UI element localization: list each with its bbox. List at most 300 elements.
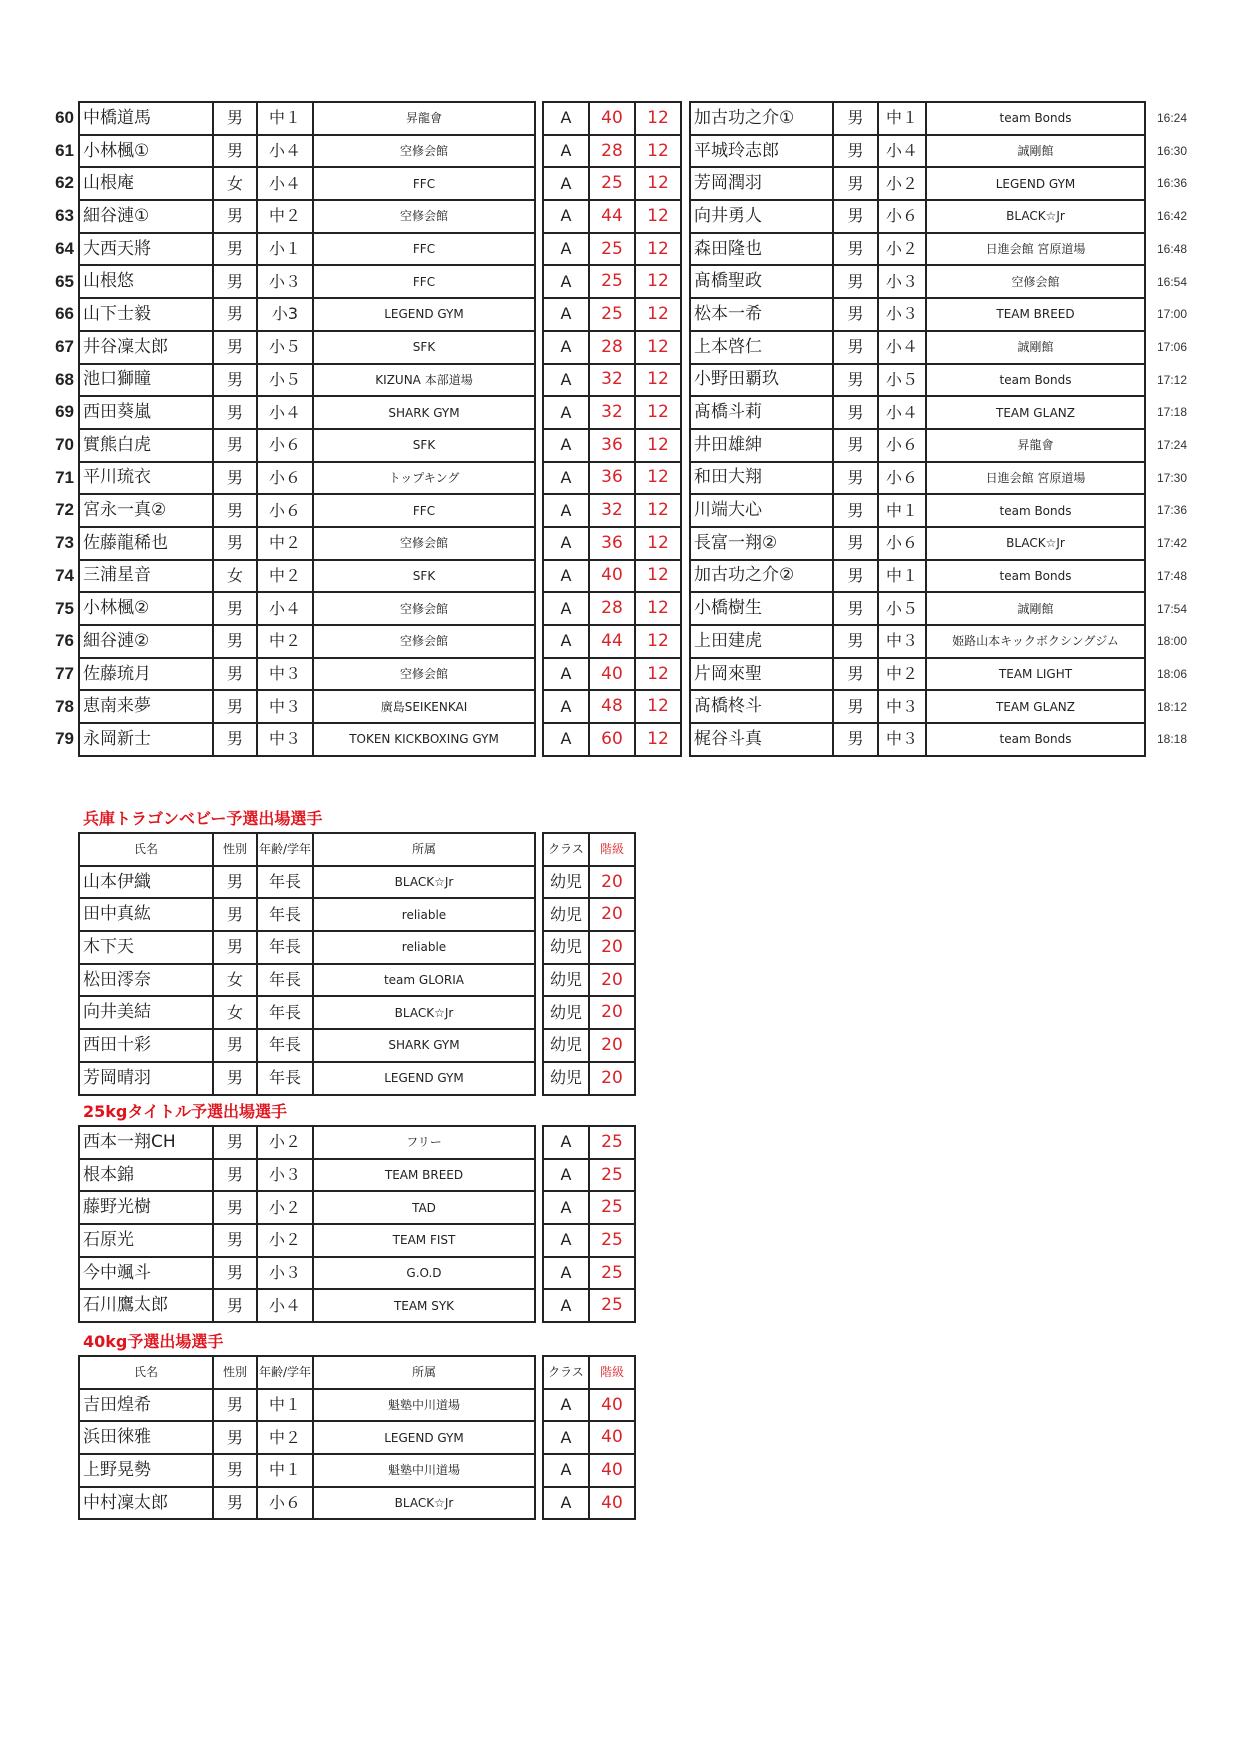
class: 幼児 xyxy=(543,866,589,899)
grade: 小４ xyxy=(257,396,313,429)
weight-class: 36 xyxy=(589,429,635,462)
affiliation: SHARK GYM xyxy=(313,396,535,429)
fighter-name: 池口獅瞳 xyxy=(79,364,213,397)
weight-class: 40 xyxy=(589,102,635,135)
weight-class: 25 xyxy=(589,298,635,331)
grade: 小４ xyxy=(257,1289,313,1322)
grade: 小３ xyxy=(257,1159,313,1192)
weight-class: 20 xyxy=(589,931,635,964)
fighter-name: 細谷漣② xyxy=(79,625,213,658)
table-row xyxy=(79,1289,535,1322)
class: A xyxy=(543,1487,589,1520)
opponent-name: 長富一翔② xyxy=(690,527,833,560)
affiliation: TEAM BREED xyxy=(313,1159,535,1192)
weight-class: 28 xyxy=(589,331,635,364)
affiliation: 空修会館 xyxy=(313,625,535,658)
bout-number: 72 xyxy=(55,500,74,520)
bout-time: 17:12 xyxy=(1157,372,1188,387)
rounds: 12 xyxy=(635,167,681,200)
opponent-grade: 小４ xyxy=(878,135,926,168)
affiliation: BLACK☆Jr xyxy=(313,1487,535,1520)
bout-time: 17:06 xyxy=(1157,339,1188,354)
gender: 男 xyxy=(213,1289,257,1322)
header-grade: 年齢/学年 xyxy=(257,1356,313,1389)
class: A xyxy=(543,135,589,168)
weight-class: 32 xyxy=(589,364,635,397)
bout-time: 17:54 xyxy=(1157,601,1188,616)
opponent-affiliation: team Bonds xyxy=(926,560,1145,593)
bout-number: 65 xyxy=(55,271,74,291)
opponent-grade: 小３ xyxy=(878,298,926,331)
fighter-name: 松田澪奈 xyxy=(79,964,213,997)
affiliation: LEGEND GYM xyxy=(313,1421,535,1454)
gender: 男 xyxy=(213,658,257,691)
header-name: 氏名 xyxy=(79,1356,213,1389)
table-row xyxy=(543,866,635,899)
fighter-name: 田中真紘 xyxy=(79,898,213,931)
gender: 男 xyxy=(213,1257,257,1290)
fighter-name: 宮永一真② xyxy=(79,494,213,527)
affiliation: FFC xyxy=(313,167,535,200)
affiliation: 廣島SEIKENKAI xyxy=(313,690,535,723)
opponent-grade: 中３ xyxy=(878,723,926,756)
gender: 男 xyxy=(213,625,257,658)
table-row xyxy=(543,1356,635,1389)
class: A xyxy=(543,1421,589,1454)
opponent-name: 井田雄紳 xyxy=(690,429,833,462)
grade: 年長 xyxy=(257,1062,313,1095)
weight-class: 28 xyxy=(589,592,635,625)
table-row xyxy=(543,265,681,298)
grade: 小3 xyxy=(257,298,313,331)
weight-class: 28 xyxy=(589,135,635,168)
table-row xyxy=(690,494,1145,527)
fighter-name: 山根悠 xyxy=(79,265,213,298)
bout-time: 17:48 xyxy=(1157,568,1188,583)
grade: 小２ xyxy=(257,1224,313,1257)
fighter-name: 小林楓① xyxy=(79,135,213,168)
table-row xyxy=(79,1356,535,1389)
class: A xyxy=(543,298,589,331)
table-row xyxy=(79,527,535,560)
bout-number: 76 xyxy=(55,631,74,651)
table-row xyxy=(543,560,681,593)
table-row xyxy=(543,396,681,429)
class: 幼児 xyxy=(543,996,589,1029)
class: A xyxy=(543,462,589,495)
gender: 男 xyxy=(213,1062,257,1095)
table-row xyxy=(79,167,535,200)
opponent-gender: 男 xyxy=(833,265,878,298)
section-baby-class-table xyxy=(542,832,636,1096)
opponent-name: 向井勇人 xyxy=(690,200,833,233)
rounds: 12 xyxy=(635,658,681,691)
class: A xyxy=(543,331,589,364)
table-row xyxy=(543,135,681,168)
class: A xyxy=(543,690,589,723)
fighter-name: 佐藤琉月 xyxy=(79,658,213,691)
fighter-name: 根本錦 xyxy=(79,1159,213,1192)
table-row xyxy=(690,462,1145,495)
affiliation: SHARK GYM xyxy=(313,1029,535,1062)
table-row xyxy=(690,167,1145,200)
bout-time: 17:36 xyxy=(1157,503,1188,518)
grade: 中２ xyxy=(257,625,313,658)
header-class: クラス xyxy=(543,1356,589,1389)
gender: 男 xyxy=(213,723,257,756)
gender: 男 xyxy=(213,898,257,931)
affiliation: 空修会館 xyxy=(313,592,535,625)
grade: 小４ xyxy=(257,135,313,168)
bout-number: 79 xyxy=(55,729,74,749)
grade: 中１ xyxy=(257,1389,313,1422)
affiliation: 魁塾中川道場 xyxy=(313,1389,535,1422)
bout-number: 70 xyxy=(55,435,74,454)
opponent-grade: 小２ xyxy=(878,233,926,266)
affiliation: KIZUNA 本部道場 xyxy=(313,364,535,397)
grade: 年長 xyxy=(257,898,313,931)
opponent-grade: 小５ xyxy=(878,364,926,397)
header-weight: 階級 xyxy=(589,833,635,866)
opponent-gender: 男 xyxy=(833,462,878,495)
bout-number: 61 xyxy=(55,140,74,160)
opponent-affiliation: TEAM GLANZ xyxy=(926,690,1145,723)
table-row xyxy=(690,560,1145,593)
opponent-gender: 男 xyxy=(833,167,878,200)
class: A xyxy=(543,265,589,298)
opponent-name: 髙橋聖政 xyxy=(690,265,833,298)
table-row xyxy=(79,1421,535,1454)
table-row xyxy=(690,658,1145,691)
weight-class: 25 xyxy=(589,1159,635,1192)
gender: 男 xyxy=(213,866,257,899)
opponent-gender: 男 xyxy=(833,331,878,364)
opponent-affiliation: 昇龍會 xyxy=(926,429,1145,462)
opponent-gender: 男 xyxy=(833,723,878,756)
rounds: 12 xyxy=(635,494,681,527)
weight-class: 32 xyxy=(589,396,635,429)
grade: 中２ xyxy=(257,200,313,233)
bout-time: 18:18 xyxy=(1157,732,1188,747)
opponent-name: 小橋樹生 xyxy=(690,592,833,625)
affiliation: FFC xyxy=(313,494,535,527)
opponent-name: 川端大心 xyxy=(690,494,833,527)
weight-class: 20 xyxy=(589,898,635,931)
grade: 小５ xyxy=(257,331,313,364)
opponent-affiliation: TEAM LIGHT xyxy=(926,658,1145,691)
affiliation: reliable xyxy=(313,898,535,931)
opponent-affiliation: 誠剛館 xyxy=(926,331,1145,364)
table-row xyxy=(690,298,1145,331)
grade: 中１ xyxy=(257,1454,313,1487)
opponent-grade: 中２ xyxy=(878,658,926,691)
opponent-gender: 男 xyxy=(833,592,878,625)
table-row xyxy=(79,723,535,756)
gender: 男 xyxy=(213,1454,257,1487)
class: 幼児 xyxy=(543,931,589,964)
opponent-gender: 男 xyxy=(833,429,878,462)
table-row xyxy=(79,102,535,135)
rounds: 12 xyxy=(635,233,681,266)
grade: 小５ xyxy=(257,364,313,397)
bout-number: 67 xyxy=(55,336,74,356)
bout-time: 17:18 xyxy=(1157,405,1188,420)
opponent-affiliation: 誠剛館 xyxy=(926,592,1145,625)
table-row xyxy=(543,331,681,364)
table-row xyxy=(690,135,1145,168)
rounds: 12 xyxy=(635,102,681,135)
table-row xyxy=(79,690,535,723)
weight-class: 44 xyxy=(589,200,635,233)
table-row xyxy=(543,1191,635,1224)
opponent-name: 小野田覇玖 xyxy=(690,364,833,397)
grade: 小２ xyxy=(257,1126,313,1159)
header-affiliation: 所属 xyxy=(313,833,535,866)
opponent-name: 加古功之介② xyxy=(690,560,833,593)
affiliation: トップキング xyxy=(313,462,535,495)
class: A xyxy=(543,494,589,527)
opponent-affiliation: BLACK☆Jr xyxy=(926,200,1145,233)
fighter-name: 中橋道馬 xyxy=(79,102,213,135)
class: A xyxy=(543,1191,589,1224)
weight-class: 25 xyxy=(589,1126,635,1159)
affiliation: BLACK☆Jr xyxy=(313,996,535,1029)
header-grade: 年齢/学年 xyxy=(257,833,313,866)
section-40kg-table xyxy=(78,1355,536,1520)
table-row xyxy=(543,1389,635,1422)
fighter-name: 山本伊織 xyxy=(79,866,213,899)
affiliation: SFK xyxy=(313,429,535,462)
opponent-gender: 男 xyxy=(833,135,878,168)
table-row xyxy=(79,462,535,495)
grade: 小６ xyxy=(257,494,313,527)
bout-time: 17:30 xyxy=(1157,470,1188,485)
bout-number: 78 xyxy=(55,696,74,716)
weight-class: 40 xyxy=(589,1487,635,1520)
gender: 男 xyxy=(213,429,257,462)
opponent-gender: 男 xyxy=(833,396,878,429)
opponent-name: 上田建虎 xyxy=(690,625,833,658)
table-row xyxy=(543,1257,635,1290)
bout-number: 69 xyxy=(55,402,74,422)
fighter-name: 吉田煌希 xyxy=(79,1389,213,1422)
header-class: クラス xyxy=(543,833,589,866)
table-row xyxy=(79,592,535,625)
table-row xyxy=(543,167,681,200)
affiliation: 空修会館 xyxy=(313,135,535,168)
affiliation: SFK xyxy=(313,331,535,364)
table-row xyxy=(690,723,1145,756)
opponent-grade: 小６ xyxy=(878,527,926,560)
table-row xyxy=(79,1191,535,1224)
opponent-affiliation: TEAM GLANZ xyxy=(926,396,1145,429)
weight-class: 20 xyxy=(589,1062,635,1095)
section-title: 兵庫トラゴンベビー予選出場選手 xyxy=(83,809,323,828)
table-row xyxy=(79,931,535,964)
section-baby-table xyxy=(78,832,536,1096)
bout-number: 74 xyxy=(55,565,74,585)
table-row xyxy=(690,625,1145,658)
weight-class: 25 xyxy=(589,1224,635,1257)
header-name: 氏名 xyxy=(79,833,213,866)
table-row xyxy=(79,298,535,331)
rounds: 12 xyxy=(635,723,681,756)
affiliation: 空修会館 xyxy=(313,200,535,233)
opponent-affiliation: 日進会館 宮原道場 xyxy=(926,233,1145,266)
weight-class: 25 xyxy=(589,1289,635,1322)
grade: 中１ xyxy=(257,102,313,135)
table-row xyxy=(79,429,535,462)
opponent-grade: 小６ xyxy=(878,429,926,462)
opponent-affiliation: team Bonds xyxy=(926,723,1145,756)
fighter-name: 西田十彩 xyxy=(79,1029,213,1062)
class: A xyxy=(543,1454,589,1487)
section-25kg-class-table xyxy=(542,1125,636,1323)
gender: 男 xyxy=(213,265,257,298)
fighter-name: 細谷漣① xyxy=(79,200,213,233)
weight-class: 36 xyxy=(589,527,635,560)
table-row xyxy=(79,494,535,527)
gender: 男 xyxy=(213,364,257,397)
table-row xyxy=(543,1126,635,1159)
class: A xyxy=(543,102,589,135)
class-weight-table xyxy=(542,101,682,757)
opponent-grade: 小３ xyxy=(878,265,926,298)
table-row xyxy=(79,625,535,658)
class: 幼児 xyxy=(543,898,589,931)
table-row xyxy=(690,233,1145,266)
affiliation: フリー xyxy=(313,1126,535,1159)
table-row xyxy=(79,996,535,1029)
gender: 女 xyxy=(213,964,257,997)
class: A xyxy=(543,723,589,756)
bout-time: 16:54 xyxy=(1157,274,1188,289)
affiliation: G.O.D xyxy=(313,1257,535,1290)
opponent-gender: 男 xyxy=(833,560,878,593)
opponent-name: 片岡來聖 xyxy=(690,658,833,691)
fighter-table-left xyxy=(78,101,536,757)
table-row xyxy=(79,1029,535,1062)
section-title: 40kg予選出場選手 xyxy=(83,1332,224,1351)
class: A xyxy=(543,167,589,200)
class: A xyxy=(543,527,589,560)
opponent-gender: 男 xyxy=(833,494,878,527)
table-row xyxy=(690,364,1145,397)
table-row xyxy=(79,135,535,168)
fighter-name: 三浦星音 xyxy=(79,560,213,593)
opponent-affiliation: 誠剛館 xyxy=(926,135,1145,168)
grade: 中３ xyxy=(257,690,313,723)
table-row xyxy=(543,964,635,997)
grade: 小１ xyxy=(257,233,313,266)
class: A xyxy=(543,396,589,429)
fighter-name: 今中颯斗 xyxy=(79,1257,213,1290)
affiliation: SFK xyxy=(313,560,535,593)
table-row xyxy=(543,429,681,462)
gender: 男 xyxy=(213,396,257,429)
table-row xyxy=(543,233,681,266)
table-row xyxy=(543,102,681,135)
grade: 小２ xyxy=(257,1191,313,1224)
rounds: 12 xyxy=(635,462,681,495)
gender: 男 xyxy=(213,298,257,331)
opponent-name: 平城玲志郎 xyxy=(690,135,833,168)
table-row xyxy=(690,265,1145,298)
fighter-name: 永岡新士 xyxy=(79,723,213,756)
table-row xyxy=(690,396,1145,429)
table-row xyxy=(690,429,1145,462)
opponent-gender: 男 xyxy=(833,364,878,397)
gender: 男 xyxy=(213,1389,257,1422)
weight-class: 25 xyxy=(589,1191,635,1224)
opponent-affiliation: 日進会館 宮原道場 xyxy=(926,462,1145,495)
gender: 男 xyxy=(213,102,257,135)
fighter-name: 藤野光樹 xyxy=(79,1191,213,1224)
opponent-grade: 中１ xyxy=(878,102,926,135)
opponent-name: 梶谷斗真 xyxy=(690,723,833,756)
opponent-name: 加古功之介① xyxy=(690,102,833,135)
table-row xyxy=(79,331,535,364)
table-row xyxy=(543,931,635,964)
rounds: 12 xyxy=(635,331,681,364)
fighter-name: 大西天將 xyxy=(79,233,213,266)
table-row xyxy=(79,1224,535,1257)
table-row xyxy=(79,1257,535,1290)
gender: 男 xyxy=(213,931,257,964)
fighter-name: 山下士毅 xyxy=(79,298,213,331)
affiliation: 空修会館 xyxy=(313,658,535,691)
fighter-name: 實熊白虎 xyxy=(79,429,213,462)
table-row xyxy=(79,200,535,233)
grade: 小３ xyxy=(257,265,313,298)
grade: 年長 xyxy=(257,1029,313,1062)
class: A xyxy=(543,658,589,691)
weight-class: 60 xyxy=(589,723,635,756)
header-gender: 性別 xyxy=(213,833,257,866)
weight-class: 32 xyxy=(589,494,635,527)
bout-number: 73 xyxy=(55,533,74,553)
opponent-affiliation: BLACK☆Jr xyxy=(926,527,1145,560)
rounds: 12 xyxy=(635,690,681,723)
header-gender: 性別 xyxy=(213,1356,257,1389)
fighter-name: 平川琉衣 xyxy=(79,462,213,495)
grade: 中３ xyxy=(257,723,313,756)
affiliation: FFC xyxy=(313,233,535,266)
fighter-table-right xyxy=(689,101,1146,757)
rounds: 12 xyxy=(635,527,681,560)
class: A xyxy=(543,233,589,266)
bout-number: 66 xyxy=(55,304,74,324)
rounds: 12 xyxy=(635,298,681,331)
table-row xyxy=(79,1159,535,1192)
grade: 年長 xyxy=(257,931,313,964)
bout-number: 63 xyxy=(55,206,74,226)
fighter-name: 小林楓② xyxy=(79,592,213,625)
opponent-gender: 男 xyxy=(833,625,878,658)
bout-number: 75 xyxy=(55,598,74,618)
table-row xyxy=(543,625,681,658)
affiliation: TEAM SYK xyxy=(313,1289,535,1322)
table-row xyxy=(543,898,635,931)
affiliation: LEGEND GYM xyxy=(313,1062,535,1095)
class: A xyxy=(543,1389,589,1422)
grade: 年長 xyxy=(257,996,313,1029)
gender: 男 xyxy=(213,462,257,495)
table-row xyxy=(543,723,681,756)
table-row xyxy=(690,592,1145,625)
opponent-affiliation: 姫路山本キックボクシングジム xyxy=(926,625,1145,658)
table-row xyxy=(543,1062,635,1095)
